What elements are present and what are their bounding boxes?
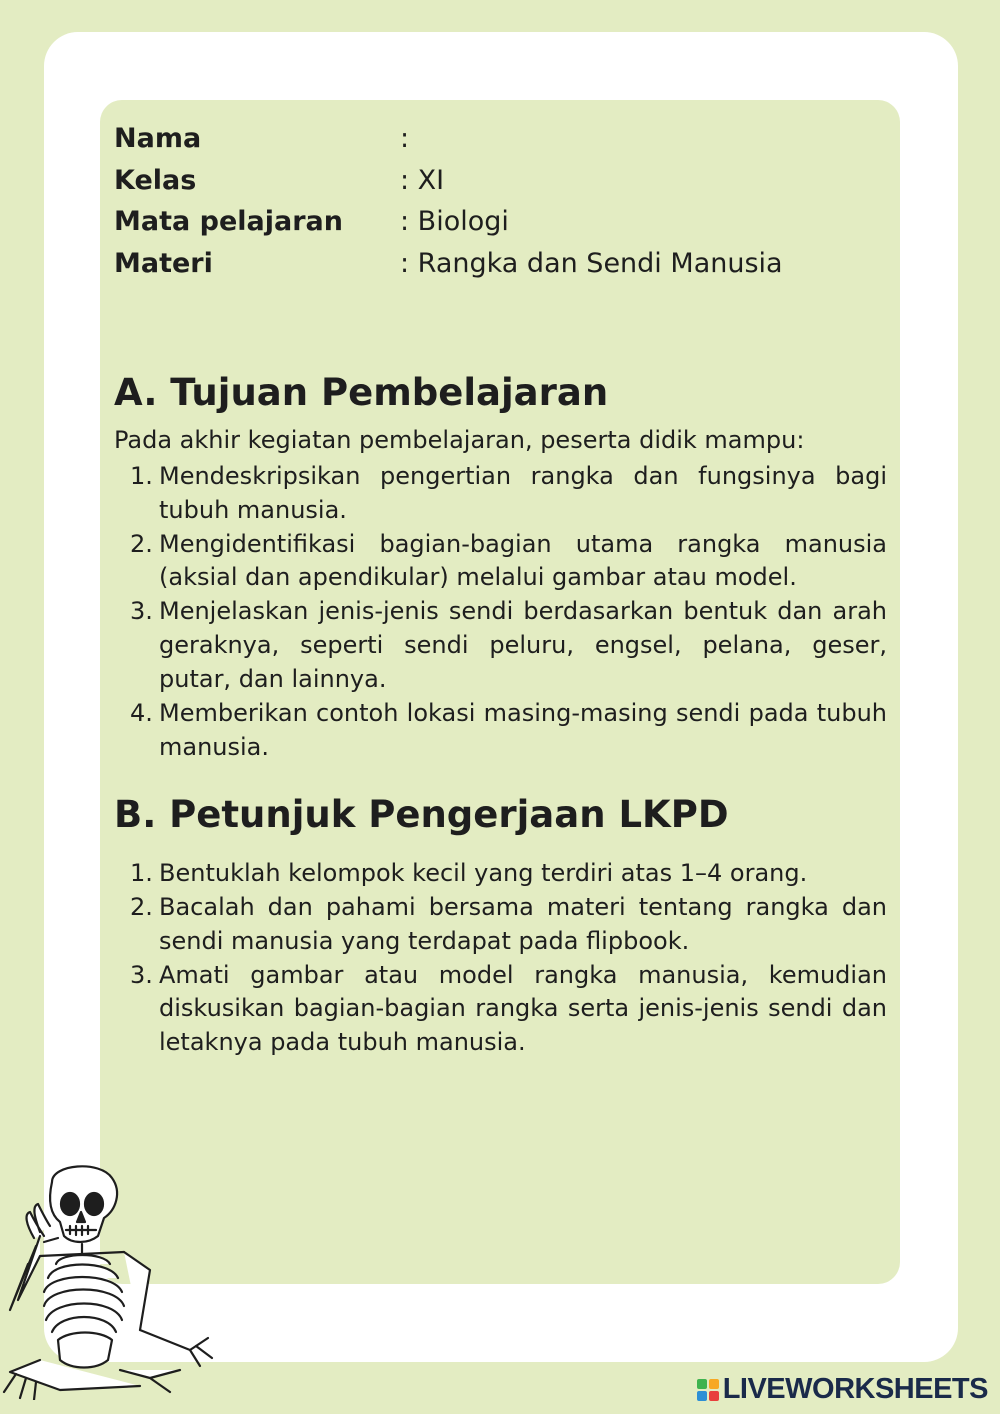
liveworksheets-logo-icon bbox=[697, 1379, 719, 1401]
section-a-heading: A. Tujuan Pembelajaran bbox=[114, 371, 609, 414]
list-item bbox=[114, 891, 887, 959]
info-value: : XI bbox=[400, 164, 445, 196]
list-item-text: Mendeskripsikan pengertian rangka dan fungsinya bagi tubuh manusia. bbox=[159, 461, 887, 524]
list-item bbox=[114, 595, 887, 697]
list-item-number: 1. bbox=[130, 858, 153, 887]
list-item-text: Menjelaskan jenis-jenis sendi berdasarkan bentuk dan arah geraknya, seperti sendi peluru, engsel, pelana, geser, putar, dan lainnya. bbox=[159, 597, 887, 694]
info-row-kelas bbox=[114, 160, 887, 202]
list-item-text: Mengidentifikasi bagian-bagian utama rangka manusia (aksial dan apendikular) melalui gambar atau model. bbox=[159, 529, 887, 592]
list-item-text: Amati gambar atau model rangka manusia, kemudian diskusikan bagian-bagian rangka serta jenis-jenis sendi dan letaknya pada tubuh manusia. bbox=[159, 960, 887, 1057]
list-item bbox=[114, 857, 887, 891]
info-label: Materi bbox=[114, 247, 213, 279]
info-label: Nama bbox=[114, 123, 202, 155]
info-row-mata-pelajaran bbox=[114, 201, 887, 243]
section-b-heading: B. Petunjuk Pengerjaan LKPD bbox=[114, 792, 729, 836]
info-value: : bbox=[400, 123, 410, 155]
brand-name: LIVEWORKSHEETS bbox=[722, 1373, 988, 1405]
info-row-nama bbox=[114, 118, 887, 160]
section-a-intro: Pada akhir kegiatan pembelajaran, peserta didik mampu: bbox=[114, 426, 805, 454]
list-item-number: 4. bbox=[130, 699, 153, 728]
list-item-text: Bacalah dan pahami bersama materi tentang rangka dan sendi manusia yang terdapat pada flipbook. bbox=[159, 892, 887, 955]
list-item-text: Bentuklah kelompok kecil yang terdiri atas 1–4 orang. bbox=[159, 858, 808, 887]
student-info bbox=[114, 118, 887, 284]
instructions-list bbox=[114, 857, 887, 1060]
list-item bbox=[114, 460, 887, 528]
liveworksheets-brand bbox=[697, 1373, 988, 1406]
info-value: : Biologi bbox=[400, 206, 509, 238]
list-item-number: 2. bbox=[130, 892, 153, 921]
worksheet-content bbox=[114, 118, 887, 1060]
info-label: Kelas bbox=[114, 164, 197, 196]
info-value: : Rangka dan Sendi Manusia bbox=[400, 247, 783, 279]
skeleton-illustration-icon bbox=[0, 1160, 215, 1400]
list-item-number: 2. bbox=[130, 529, 153, 558]
list-item-text: Memberikan contoh lokasi masing-masing sendi pada tubuh manusia. bbox=[159, 699, 887, 761]
list-item-number: 1. bbox=[130, 461, 153, 490]
info-row-materi bbox=[114, 243, 887, 285]
learning-objectives-list bbox=[114, 460, 887, 765]
info-label: Mata pelajaran bbox=[114, 206, 343, 238]
list-item bbox=[114, 528, 887, 596]
list-item bbox=[114, 697, 887, 765]
list-item-number: 3. bbox=[130, 597, 153, 626]
list-item bbox=[114, 959, 887, 1061]
list-item-number: 3. bbox=[130, 960, 153, 989]
